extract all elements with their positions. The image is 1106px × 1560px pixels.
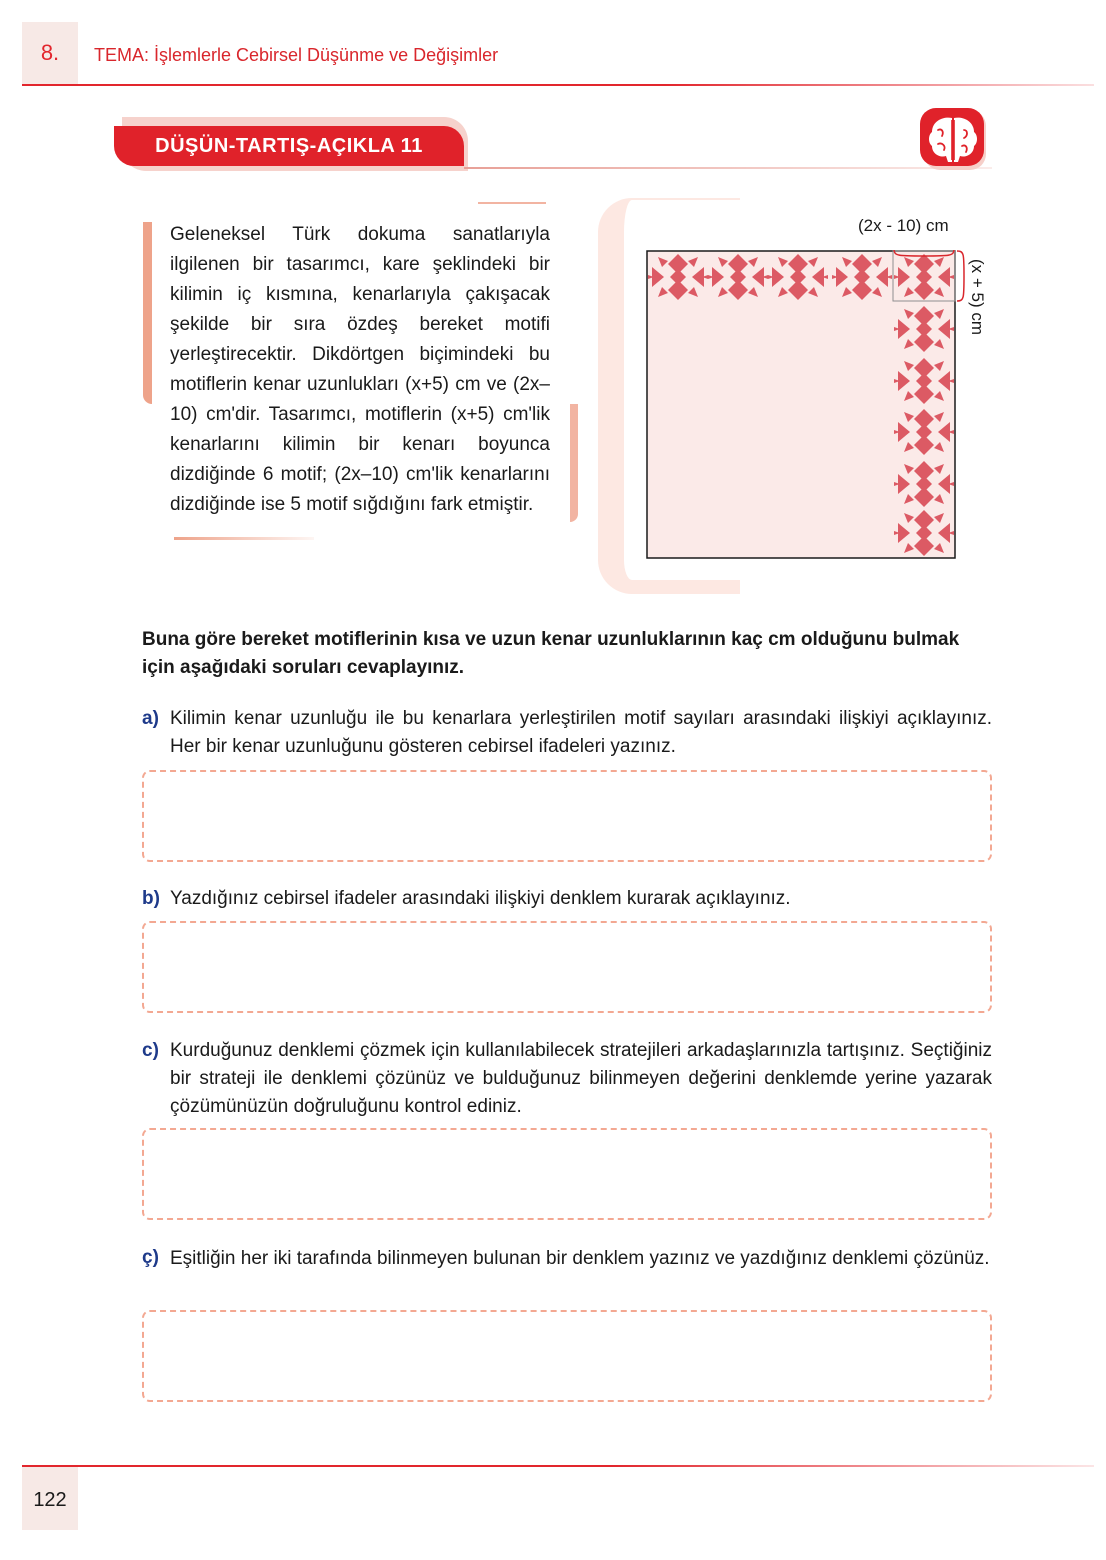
intro-paragraph: Geleneksel Türk dokuma sanatlarıyla ilgilenen bir tasarımcı, kare şeklindeki bir kilimin iç kısmına, kenarlarıyla çakışacak şekilde bir sıra özdeş bereket motifi yerleştirecektir. Dikdörtgen biçimindeki bu motiflerin kenar uzunlukları (x+5) cm ve (2x–10) cm'dir. Tasarımcı, motiflerin (x+5) cm'lik kenarlarını kilimin bir kenarı boyunca dizdiğinde 6 motif; (2x–10) cm'lik kenarlarını dizdiğinde ise 5 motif sığdığını fark etmiştir. bbox=[170, 224, 550, 515]
answer-box-cedilla[interactable] bbox=[142, 1310, 992, 1402]
intro-top-accent bbox=[478, 202, 546, 204]
theme-title: TEMA: İşlemlerle Cebirsel Düşünme ve Değişimler bbox=[94, 45, 499, 65]
activity-title: DÜŞÜN-TARTIŞ-AÇIKLA 11 bbox=[155, 135, 423, 157]
question-label-cedilla: ç) bbox=[142, 1247, 159, 1268]
motif-width-label: (2x - 10) cm bbox=[858, 216, 949, 235]
intro-right-accent bbox=[570, 404, 578, 522]
motif-row-top bbox=[648, 254, 954, 300]
footer-divider bbox=[22, 1465, 1094, 1467]
question-text-b: Yazdığınız cebirsel ifadeler arasındaki ilişkiyi denklem kurarak açıklayınız. bbox=[170, 888, 791, 909]
question-text-a: Kilimin kenar uzunluğu ile bu kenarlara yerleştirilen motif sayıları arasındaki ilişkiyi açıklayınız. Her bir kenar uzunluğunu gösteren cebirsel ifadeleri yazınız. bbox=[170, 708, 992, 757]
intro-left-accent bbox=[143, 222, 152, 404]
brain-icon bbox=[918, 108, 990, 172]
question-label-b: b) bbox=[142, 888, 160, 909]
motif-height-label: (x + 5) cm bbox=[968, 258, 987, 336]
header-divider bbox=[22, 84, 1094, 86]
question-text-cedilla: Eşitliğin her iki tarafında bilinmeyen bulunan bir denklem yazınız ve yazdığınız denklemi çözünüz. bbox=[170, 1248, 990, 1269]
answer-box-b[interactable] bbox=[142, 921, 992, 1013]
main-question: Buna göre bereket motiflerinin kısa ve uzun kenar uzunluklarının kaç cm olduğunu bulmak için aşağıdaki soruları cevaplayınız. bbox=[142, 629, 960, 678]
page-number: 122 bbox=[33, 1489, 67, 1511]
question-text-c: Kurduğunuz denklemi çözmek için kullanılabilecek stratejileri arkadaşlarınızla tartışınız. Seçtiğiniz bir strateji ile denklemi çözünüz ve bulduğunuz bilinmeyen değerini denklemde yerine yazarak çözümünüzün doğruluğunu kontrol ediniz. bbox=[170, 1040, 992, 1117]
question-label-c: c) bbox=[142, 1040, 159, 1061]
answer-box-a[interactable] bbox=[142, 770, 992, 862]
grade-number: 8. bbox=[40, 40, 60, 65]
question-label-a: a) bbox=[142, 708, 159, 729]
intro-bottom-accent bbox=[174, 537, 314, 540]
banner-divider bbox=[464, 167, 992, 169]
answer-box-c[interactable] bbox=[142, 1128, 992, 1220]
kilim-figure bbox=[646, 250, 956, 559]
